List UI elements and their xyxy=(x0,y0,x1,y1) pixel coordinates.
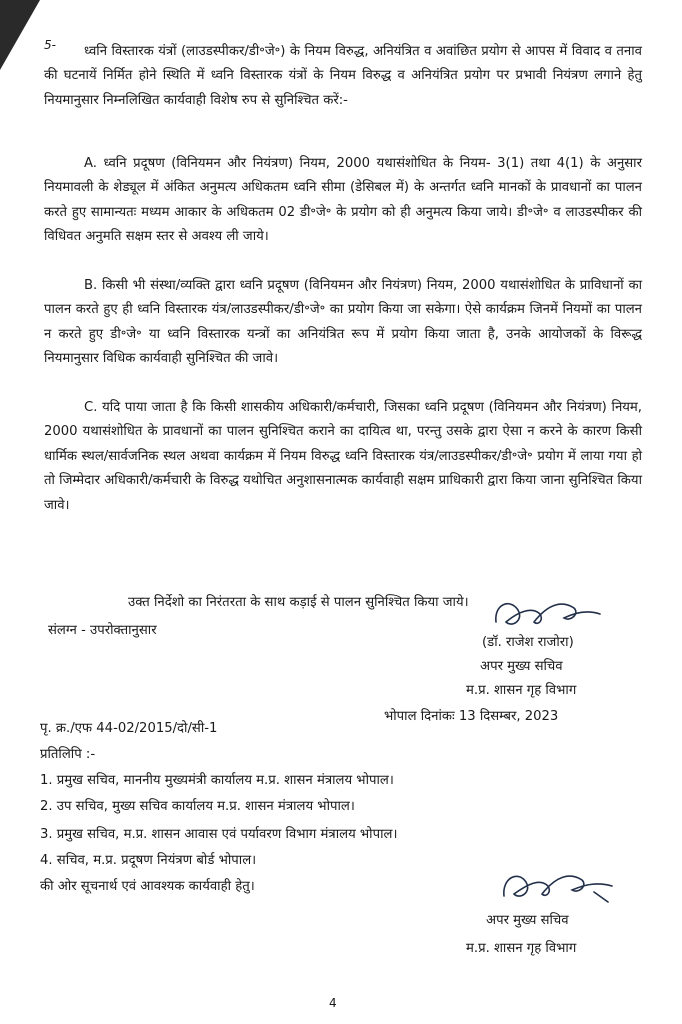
copy-item: 4. सचिव, म.प्र. प्रदूषण नियंत्रण बोर्ड भोपाल। xyxy=(40,853,257,868)
section-a-text: ध्वनि प्रदूषण (विनियमन और नियंत्रण) नियम, 2000 यथासंशोधित के नियम- 3(1) तथा 4(1) के अनुसार नियमावली के शेड्यूल में अंकित अनुमत्य अधिकतम ध्वनि सीमा (डेसिबल में) के अन्तर्गत ध्वनि मानकों के प्रावधानों का पालन करते हुए सामान्यतः मध्यम आकार के अधिकतम 02 डी॰जे॰ के प्रयोग को ही अनुमत्य किया जाये। डी॰जे॰ व लाउडस्पीकर की विधिवत अनुमति सक्षम स्तर से अवश्य ली जाये। xyxy=(44,156,642,245)
copy-item: 1. प्रमुख सचिव, माननीय मुख्यमंत्री कार्यालय म.प्र. शासन मंत्रालय भोपाल। xyxy=(40,773,394,788)
section-b-label: B. xyxy=(84,278,98,293)
signatory2-designation: अपर मुख्य सचिव xyxy=(486,913,569,928)
intro-paragraph: ध्वनि विस्तारक यंत्रों (लाउडस्पीकर/डी॰जे॰) के नियम विरुद्ध, अनियंत्रित व अवांछित प्रयोग से आपस में विवाद व तनाव की घटनायें निर्मित होने स्थिति में ध्वनि विस्तारक यंत्रों के नियम विरुद्ध व अनियंत्रित प्रयोग पर प्रभावी नियंत्रण लगाने हेतु नियमानुसार निम्नलिखित कार्यवाही विशेष रुप से सुनिश्चित करें:- xyxy=(44,44,642,108)
section-c-text: यदि पाया जाता है कि किसी शासकीय अधिकारी/कर्मचारी, जिसका ध्वनि प्रदूषण (विनियमन और नियंत्रण) नियम, 2000 यथासंशोधित के प्रावधानों का पालन सुनिश्चित कराने का दायित्व था, परन्तु उसके द्वारा ऐसा न करने के कारण किसी धार्मिक स्थल/सार्वजनिक स्थल अथवा कार्यक्रम में नियम विरुद्ध ध्वनि विस्तारक यंत्र/लाउडस्पीकर/डी॰जे॰ प्रयोग में लाया गया हो तो जिम्मेदार अधिकारी/कर्मचारी के विरुद्ध यथोचित अनुशासनात्मक कार्यवाही सक्षम प्राधिकारी द्वारा किया जाना सुनिश्चित किया जावे। xyxy=(44,400,643,513)
compliance-line: उक्त निर्देशो का निरंतरता के साथ कड़ाई से पालन सुनिश्चित किया जाये। xyxy=(128,595,469,610)
item-number: 5- xyxy=(44,38,56,52)
copy-heading: प्रतिलिपि :- xyxy=(40,747,96,762)
copy-item: 3. प्रमुख सचिव, म.प्र. शासन आवास एवं पर्यावरण विभाग मंत्रालय भोपाल। xyxy=(40,827,398,842)
signatory-department: म.प्र. शासन गृह विभाग xyxy=(466,683,577,698)
page-number: 4 xyxy=(329,996,337,1010)
section-a-label: A. xyxy=(84,156,97,171)
signatory-name: (डॉ. राजेश राजोरा) xyxy=(482,635,574,650)
section-b xyxy=(44,274,642,372)
section-c-label: C. xyxy=(84,400,98,415)
section-a xyxy=(44,152,642,250)
signatory-designation: अपर मुख्य सचिव xyxy=(480,659,563,674)
signature-2 xyxy=(498,862,618,914)
enclosure-line: संलग्न - उपरोक्तानुसार xyxy=(48,623,157,638)
copy-item: 2. उप सचिव, मुख्य सचिव कार्यालय म.प्र. शासन मंत्रालय भोपाल। xyxy=(40,799,355,814)
section-c xyxy=(44,396,642,518)
copy-closing: की ओर सूचनार्थ एवं आवश्यक कार्यवाही हेतु। xyxy=(40,879,255,894)
section-b-text: किसी भी संस्था/व्यक्ति द्वारा ध्वनि प्रदूषण (विनियमन और नियंत्रण) नियम, 2000 यथासंशोधित के प्राविधानों का पालन करते हुए ही ध्वनि विस्तारक यंत्र/लाउडस्पीकर/डी॰जे॰ का प्रयोग किया जा सकेगा। ऐसे कार्यक्रम जिनमें नियमों का पालन न करते हुए डी॰जे॰ या ध्वनि विस्तारक यन्त्रों का अनियंत्रित रूप में प्रयोग किया जाता है, उनके आयोजकों के विरूद्ध नियमानुसार विधिक कार्यवाही सुनिश्चित की जावे। xyxy=(44,278,642,367)
signatory2-department: म.प्र. शासन गृह विभाग xyxy=(466,941,577,956)
place-date: भोपाल दिनांकः 13 दिसम्बर, 2023 xyxy=(384,709,559,724)
reference-number: पृ. क्र./एफ 44-02/2015/दो/सी-1 xyxy=(40,721,218,736)
